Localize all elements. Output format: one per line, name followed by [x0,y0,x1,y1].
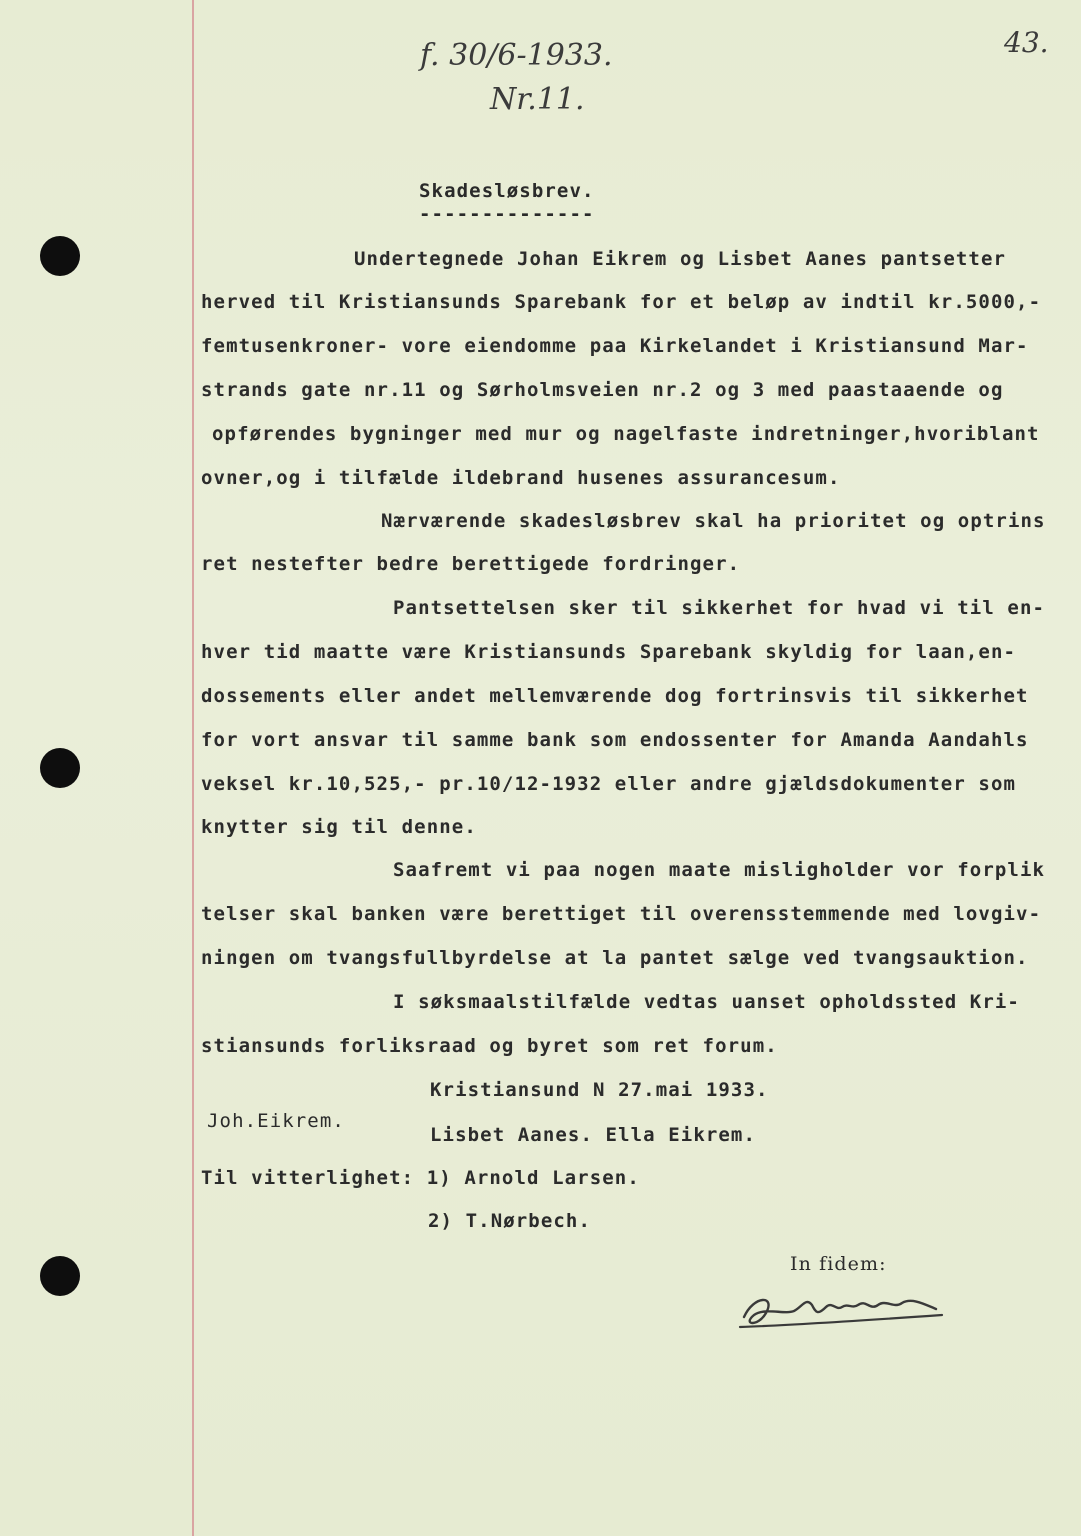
body-line: dossements eller andet mellemværende dog fortrinsvis til sikkerhet [201,685,1029,707]
body-line: Undertegnede Johan Eikrem og Lisbet Aanes pantsetter [354,248,1007,270]
page-number: 43. [1004,26,1049,59]
signer-left: Joh.Eikrem. [207,1110,345,1132]
body-line: herved til Kristiansunds Sparebank for et beløp av indtil kr.5000,- [201,291,1042,313]
body-line: ret nestefter bedre berettigede fordringer. [201,553,741,575]
witness-line: Til vitterlighet: 1) Arnold Larsen. [201,1167,640,1189]
signature-mark [736,1285,956,1345]
body-line: ningen om tvangsfullbyrdelse at la pantet sælge ved tvangsauktion. [201,947,1029,969]
punch-hole-bottom [40,1256,80,1296]
handwritten-number: Nr.11. [490,82,585,117]
handwritten-date: f. 30/6-1933. [420,38,613,73]
body-line: stiansunds forliksraad og byret som ret forum. [201,1035,778,1057]
body-line: for vort ansvar til samme bank som endossenter for Amanda Aandahls [201,729,1029,751]
body-line: Saafremt vi paa nogen maate misligholder vor forplik [393,859,1046,881]
margin-line [192,0,194,1536]
body-line: Pantsettelsen sker til sikkerhet for hvad vi til en- [393,597,1046,619]
body-line: telser skal banken være berettiget til overensstemmende med lovgiv- [201,903,1042,925]
body-line: knytter sig til denne. [201,816,477,838]
witness-2: 2) T.Nørbech. [428,1210,592,1232]
punch-hole-middle [40,748,80,788]
place-date: Kristiansund N 27.mai 1933. [430,1079,769,1101]
body-line: Nærværende skadesløsbrev skal ha prioritet og optrins [381,510,1046,532]
punch-hole-top [40,236,80,276]
body-line: veksel kr.10,525,- pr.10/12-1932 eller andre gjældsdokumenter som [201,773,1017,795]
body-line: hver tid maatte være Kristiansunds Sparebank skyldig for laan,en- [201,641,1017,663]
body-line: strands gate nr.11 og Sørholmsveien nr.2 og 3 med paastaaende og [201,379,1004,401]
body-line: femtusenkroner- vore eiendomme paa Kirkelandet i Kristiansund Mar- [201,335,1029,357]
in-fidem: In fidem: [790,1253,887,1275]
signers-right: Lisbet Aanes. Ella Eikrem. [430,1124,757,1146]
document-title: Skadesløsbrev. [419,180,595,202]
title-underline: -------------- [419,203,595,225]
body-line: opførendes bygninger med mur og nagelfaste indretninger,hvoriblant [212,423,1040,445]
body-line: ovner,og i tilfælde ildebrand husenes assurancesum. [201,467,841,489]
body-line: I søksmaalstilfælde vedtas uanset opholdssted Kri- [393,991,1020,1013]
